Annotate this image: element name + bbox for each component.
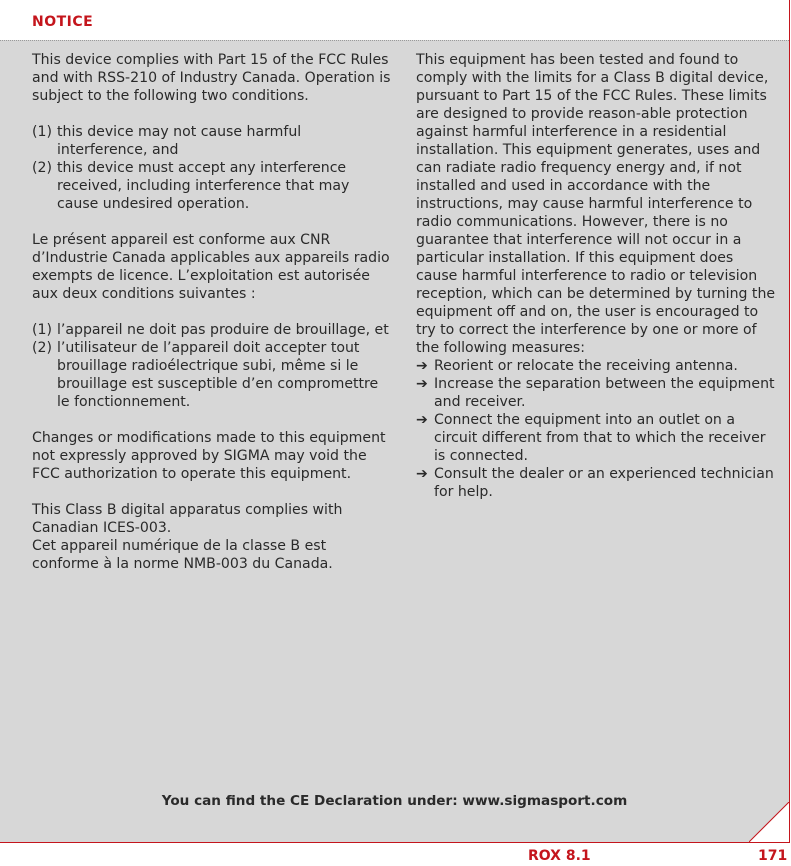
modifications-paragraph: Changes or modifications made to this equipment not expressly approved by SIGMA may void the FCC authorization to operate this equipment. [32, 430, 386, 482]
ices-paragraph: This Class B digital apparatus complies with Canadian ICES-003. [32, 502, 343, 536]
footer-page-number: 171 [758, 848, 788, 864]
condition-item-fr: (2) l’utilisateur de l’appareil doit accepter tout brouillage radioélectrique subi, même si le brouillage est susceptible d’en compromettre le fonctionnement. [32, 340, 379, 410]
nmb-paragraph: Cet appareil numérique de la classe B est conforme à la norme NMB-003 du Canada. [32, 538, 333, 572]
fcc-compliance-paragraph: This device complies with Part 15 of the FCC Rules and with RSS-210 of Industry Canada. Operation is subject to the following two conditions. [32, 52, 391, 104]
arrow-icon: ➔ [416, 466, 428, 482]
measure-item: ➔ Consult the dealer or an experienced technician for help. [416, 466, 774, 500]
ce-declaration-note: You can find the CE Declaration under: www.sigmasport.com [161, 793, 628, 809]
condition-item: (2) this device must accept any interference received, including interference that may cause undesired operation. [32, 160, 350, 212]
arrow-icon: ➔ [416, 376, 428, 392]
french-compliance-paragraph: Le présent appareil est conforme aux CNR d’Industrie Canada applicables aux appareils radio exempts de licence. L’exploitation est autorisée aux deux conditions suivantes : [32, 232, 390, 302]
condition-item: (1) this device may not cause harmful interference, and [32, 124, 302, 158]
measure-item: ➔ Reorient or relocate the receiving antenna. [416, 358, 738, 374]
measure-item: ➔ Increase the separation between the equipment and receiver. [416, 376, 775, 410]
page-title: NOTICE [32, 14, 94, 30]
arrow-icon: ➔ [416, 358, 428, 374]
measure-item: ➔ Connect the equipment into an outlet on a circuit different from that to which the receiver is connected. [416, 412, 766, 464]
condition-item-fr: (1) l’appareil ne doit pas produire de brouillage, et [32, 322, 389, 338]
left-column [32, 51, 392, 573]
footer-model-name: ROX 8.1 [528, 848, 591, 864]
arrow-icon: ➔ [416, 412, 428, 428]
page-header [0, 0, 789, 40]
class-b-paragraph: This equipment has been tested and found to comply with the limits for a Class B digital device, pursuant to Part 15 of the FCC Rules. These limits are designed to provide reason-able protection against harmful interference in a residential installation. This equipment generates, uses and can radiate radio frequency energy and, if not installed and used in accordance with the instructions, may cause harmful interference to radio communications. However, there is no guarantee that interference will not occur in a particular installation. If this equipment does cause harmful interference to radio or television reception, which can be determined by turning the equipment off and on, the user is encouraged to try to correct the interference by one or more of the following measures: [416, 52, 776, 356]
header-divider [0, 40, 789, 41]
right-column [416, 51, 776, 501]
